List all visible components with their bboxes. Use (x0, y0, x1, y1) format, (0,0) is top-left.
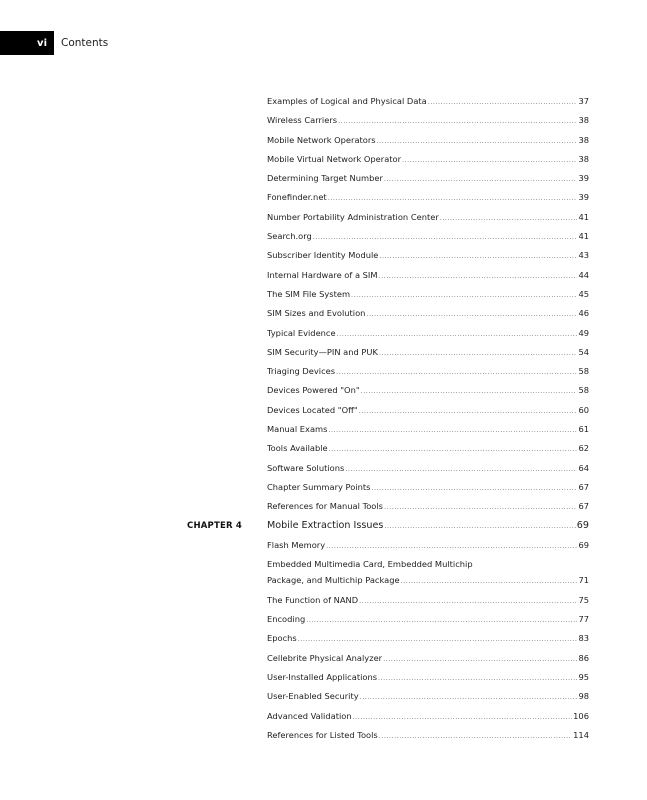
toc-entry (0, 152, 647, 171)
toc-entry (0, 538, 647, 557)
entry-line (267, 631, 589, 646)
dot-leader (366, 307, 577, 321)
entry-line (267, 287, 589, 302)
dot-leader (377, 134, 578, 148)
entry-line (267, 403, 589, 418)
toc-entry (0, 383, 647, 402)
entry-title: SIM Sizes and Evolution (267, 308, 366, 319)
dot-leader (440, 211, 578, 225)
entry-title: Fonefinder.net (267, 192, 327, 203)
entry-page-number: 71 (578, 575, 589, 586)
dot-leader (402, 153, 577, 167)
table-of-contents (0, 94, 647, 747)
dot-leader (401, 574, 578, 588)
entry-page-number: 64 (578, 462, 589, 473)
dot-leader (326, 539, 577, 553)
dot-leader (336, 365, 577, 379)
entry-page-number: 54 (578, 346, 589, 357)
entry-title: Embedded Multimedia Card, Embedded Multichip (267, 559, 473, 570)
toc-entry (0, 326, 647, 345)
dot-leader (328, 191, 578, 205)
entry-page-number: 39 (578, 192, 589, 203)
entry-line (267, 480, 589, 495)
entry-title: Advanced Validation (267, 710, 352, 721)
entry-line (267, 670, 589, 685)
entry-page-number: 62 (578, 443, 589, 454)
dot-leader (313, 230, 578, 244)
entry-title: The SIM File System (267, 288, 351, 299)
dot-leader (338, 114, 577, 128)
entry-page-number: 38 (578, 153, 589, 164)
toc-entry (0, 557, 647, 593)
toc-entry (0, 499, 647, 518)
entry-page-number: 75 (578, 594, 589, 605)
dot-leader (428, 95, 578, 109)
entry-line (267, 94, 589, 109)
dot-leader (384, 500, 577, 514)
entry-title: Mobile Virtual Network Operator (267, 153, 402, 164)
entry-line (267, 326, 589, 341)
entry-page-number: 67 (578, 501, 589, 512)
entry-line (267, 689, 589, 704)
entry-title: Software Solutions (267, 462, 345, 473)
entry-title: Determining Target Number (267, 173, 383, 184)
entry-line (267, 573, 589, 588)
dot-leader (345, 462, 577, 476)
toc-entry (0, 612, 647, 631)
dot-leader (353, 710, 573, 724)
entry-page-number: 60 (578, 404, 589, 415)
entry-line (267, 133, 589, 148)
toc-entry (0, 403, 647, 422)
entry-title: Cellebrite Physical Analyzer (267, 652, 383, 663)
toc-entry (0, 248, 647, 267)
dot-leader (379, 249, 577, 263)
entry-page-number: 45 (578, 288, 589, 299)
toc-entry (0, 709, 647, 728)
entry-line (267, 152, 589, 167)
entry-title: Package, and Multichip Package (267, 575, 400, 586)
dot-leader (379, 729, 572, 743)
dot-leader (359, 594, 577, 608)
dot-leader (306, 613, 577, 627)
entry-page-number: 67 (578, 481, 589, 492)
entry-line (267, 422, 589, 437)
chapter-label: CHAPTER 4 (187, 520, 242, 531)
toc-entry (0, 94, 647, 113)
toc-entry (0, 480, 647, 499)
entry-title: Number Portability Administration Center (267, 211, 439, 222)
entry-line (267, 728, 589, 743)
entry-title: Mobile Extraction Issues (267, 519, 384, 531)
entry-page-number: 69 (576, 519, 589, 531)
toc-entry (0, 133, 647, 152)
toc-entry (0, 670, 647, 689)
entry-page-number: 43 (578, 250, 589, 261)
toc-entry (0, 461, 647, 480)
entry-page-number: 38 (578, 115, 589, 126)
entry-line (267, 461, 589, 476)
entry-page-number: 58 (578, 366, 589, 377)
dot-leader (298, 632, 578, 646)
entry-page-number: 58 (578, 385, 589, 396)
entry-line (267, 268, 589, 283)
entry-line (267, 345, 589, 360)
toc-entry (0, 113, 647, 132)
entry-title: Flash Memory (267, 539, 326, 550)
entry-title: Chapter Summary Points (267, 481, 371, 492)
entry-page-number: 69 (578, 539, 589, 550)
entry-title: Manual Exams (267, 424, 328, 435)
entry-page-number: 37 (578, 96, 589, 106)
toc-entry (0, 728, 647, 747)
entry-title: User-Installed Applications (267, 671, 378, 682)
entry-page-number: 83 (578, 633, 589, 644)
entry-line (267, 190, 589, 205)
entry-line (267, 113, 589, 128)
section-title: Contents (61, 37, 109, 49)
entry-title: Internal Hardware of a SIM (267, 269, 378, 280)
entry-page-number: 106 (573, 710, 589, 721)
dot-leader (379, 346, 578, 360)
entry-page-number: 44 (578, 269, 589, 280)
entry-title: Search.org (267, 231, 312, 242)
entry-line (267, 364, 589, 379)
entry-line (267, 248, 589, 263)
toc-entry (0, 422, 647, 441)
entry-page-number: 46 (578, 308, 589, 319)
entry-line (267, 229, 589, 244)
entry-line (267, 538, 589, 553)
entry-line (267, 210, 589, 225)
dot-leader (384, 172, 578, 186)
dot-leader (337, 327, 578, 341)
toc-entry (0, 171, 647, 190)
page-number-tab (0, 31, 54, 55)
running-head (0, 31, 108, 55)
entry-title: The Function of NAND (267, 594, 359, 605)
entry-title: Examples of Logical and Physical Data (267, 96, 427, 106)
toc-entry (0, 190, 647, 209)
entry-line (267, 651, 589, 666)
entry-title: References for Listed Tools (267, 729, 378, 740)
entry-page-number: 98 (578, 691, 589, 702)
toc-entry (0, 441, 647, 460)
entry-page-number: 41 (578, 211, 589, 222)
entry-title: Tools Available (267, 443, 328, 454)
entry-title: References for Manual Tools (267, 501, 384, 512)
entry-page-number: 86 (578, 652, 589, 663)
entry-line (267, 306, 589, 321)
entry-title: Mobile Network Operators (267, 134, 376, 145)
entry-page-number: 39 (578, 173, 589, 184)
dot-leader (351, 288, 577, 302)
dot-leader (360, 690, 578, 704)
entry-title: Devices Powered "On" (267, 385, 360, 396)
entry-title: SIM Security—PIN and PUK (267, 346, 378, 357)
toc-entry (0, 345, 647, 364)
toc-entry (0, 268, 647, 287)
chapter-heading-entry (0, 519, 647, 538)
dot-leader (328, 423, 577, 437)
entry-title: User-Enabled Security (267, 691, 359, 702)
dot-leader (359, 404, 578, 418)
entry-page-number: 61 (578, 424, 589, 435)
entry-line (267, 593, 589, 608)
entry-line (267, 709, 589, 724)
dot-leader (384, 519, 575, 533)
entry-line (267, 499, 589, 514)
dot-leader (329, 442, 578, 456)
entry-title: Triaging Devices (267, 366, 336, 377)
toc-entry (0, 631, 647, 650)
toc-entry (0, 210, 647, 229)
entry-page-number: 38 (578, 134, 589, 145)
toc-entry (0, 593, 647, 612)
dot-leader (383, 652, 577, 666)
entry-line (267, 557, 589, 571)
entry-page-number: 77 (578, 614, 589, 625)
toc-entry (0, 306, 647, 325)
entry-title: Epochs (267, 633, 297, 644)
toc-entry (0, 364, 647, 383)
entry-line (267, 519, 589, 533)
toc-entry (0, 689, 647, 708)
entry-page-number: 41 (578, 231, 589, 242)
toc-entry (0, 651, 647, 670)
dot-leader (378, 671, 577, 685)
toc-entry (0, 229, 647, 248)
page-number: vi (37, 37, 47, 49)
entry-line (267, 612, 589, 627)
entry-title: Encoding (267, 614, 306, 625)
entry-page-number: 95 (578, 671, 589, 682)
entry-title: Devices Located "Off" (267, 404, 358, 415)
dot-leader (379, 269, 578, 283)
entry-line (267, 441, 589, 456)
entry-line (267, 171, 589, 186)
dot-leader (371, 481, 577, 495)
entry-title: Typical Evidence (267, 327, 336, 338)
toc-entry (0, 287, 647, 306)
entry-line (267, 383, 589, 398)
entry-page-number: 49 (578, 327, 589, 338)
dot-leader (361, 384, 578, 398)
entry-title: Subscriber Identity Module (267, 250, 379, 261)
entry-title: Wireless Carriers (267, 115, 338, 126)
entry-page-number: 114 (573, 729, 589, 740)
